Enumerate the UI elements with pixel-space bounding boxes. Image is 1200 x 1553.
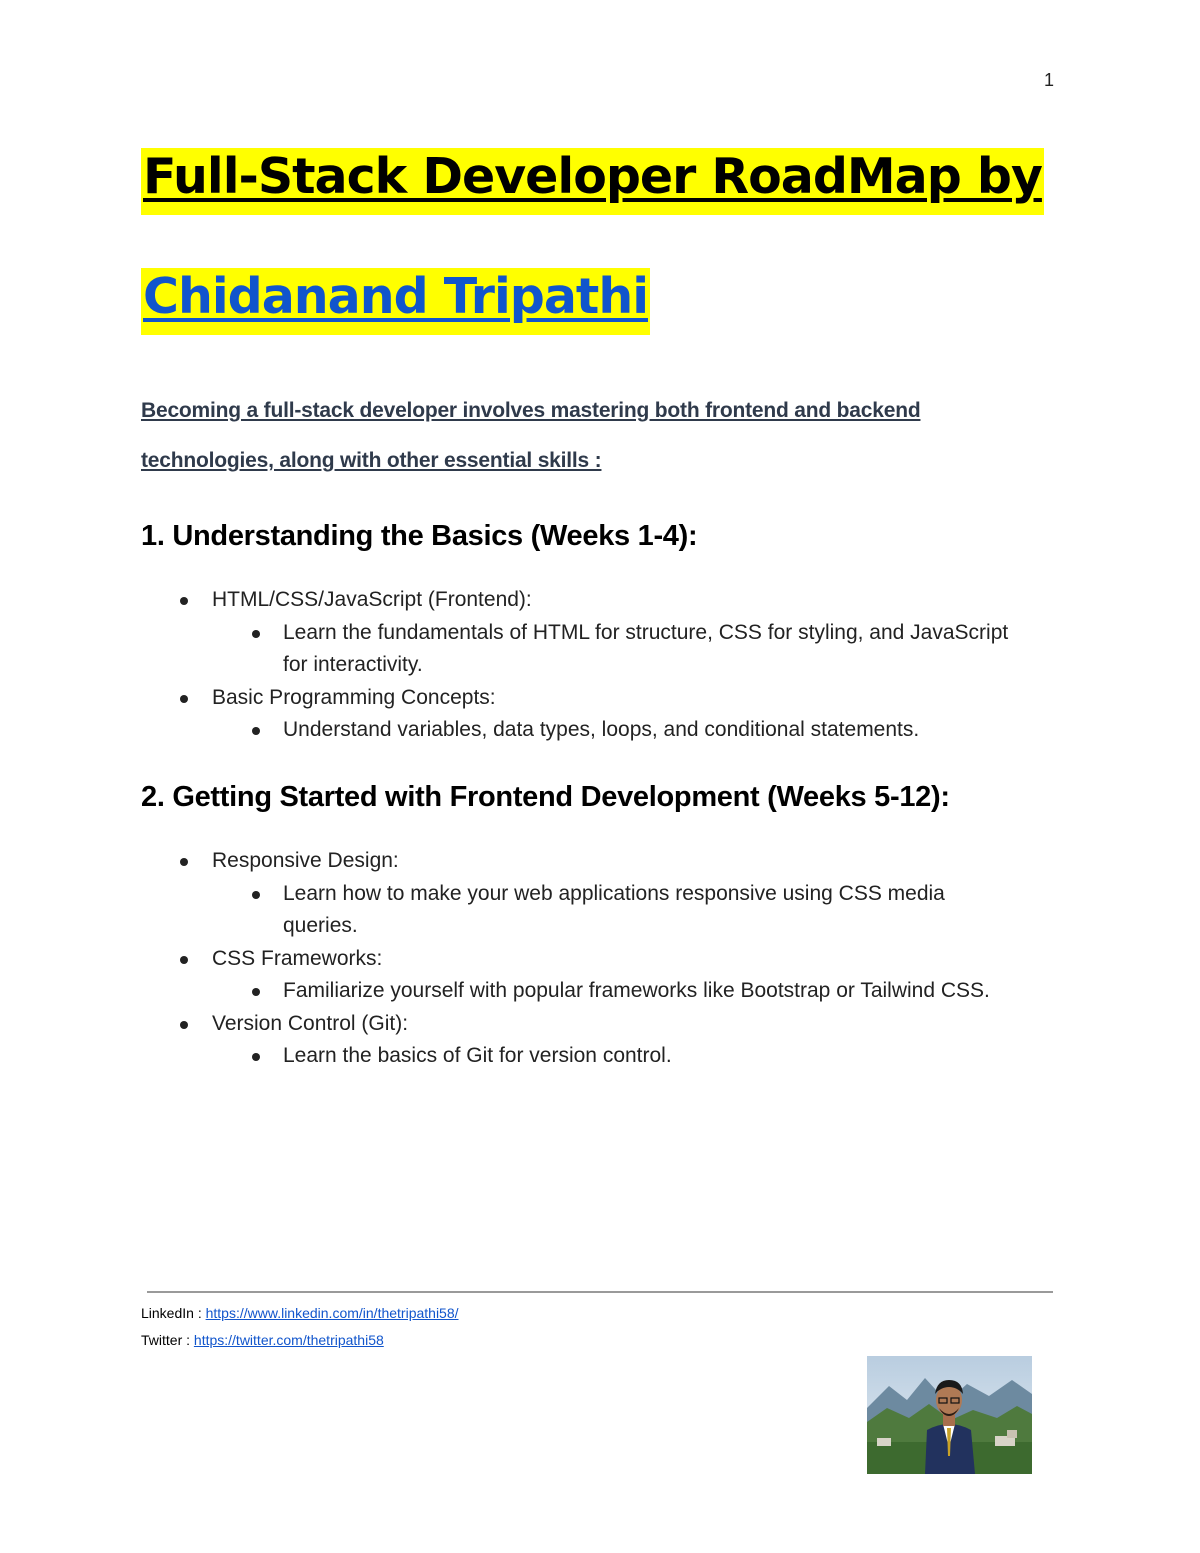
sub-list-item-text: Understand variables, data types, loops, and conditional statements. [283, 718, 920, 741]
page-number: 1 [1044, 70, 1055, 90]
bullet-icon [180, 956, 188, 964]
list-item-label: HTML/CSS/JavaScript (Frontend): [212, 588, 532, 611]
list-item [141, 943, 1041, 1008]
linkedin-label: LinkedIn : [141, 1305, 206, 1321]
list-item [141, 1008, 1041, 1073]
sub-list [212, 714, 1041, 747]
bullet-icon [180, 858, 188, 866]
section-heading-frontend: 2. Getting Started with Frontend Development (Weeks 5-12): [141, 781, 950, 813]
list-item-label: Responsive Design: [212, 849, 399, 872]
author-photo [867, 1356, 1032, 1474]
bullet-icon [252, 891, 260, 899]
bullet-icon [252, 1053, 260, 1061]
list-item-label: CSS Frameworks: [212, 946, 383, 970]
footer-linkedin [141, 1305, 459, 1321]
sub-list-item [212, 714, 1023, 747]
title-author-name[interactable]: Chidanand Tripathi [141, 268, 650, 335]
bullet-icon [252, 988, 260, 996]
section-heading-basics: 1. Understanding the Basics (Weeks 1-4): [141, 520, 698, 552]
sub-list [212, 617, 1041, 682]
sub-list-item-text: Learn how to make your web applications responsive using CSS media queries. [283, 881, 945, 937]
bullet-icon [180, 695, 188, 703]
bullet-icon [252, 630, 260, 638]
footer-twitter [141, 1332, 384, 1348]
list-item [141, 584, 1041, 682]
sub-list-item-text: Familiarize yourself with popular frameworks like Bootstrap or Tailwind CSS. [283, 979, 990, 1002]
sub-list-item [212, 878, 1023, 943]
linkedin-link[interactable]: https://www.linkedin.com/in/thetripathi58/ [205, 1305, 459, 1321]
twitter-label: Twitter : [141, 1332, 194, 1348]
bullet-icon [180, 1021, 188, 1029]
intro-paragraph: Becoming a full-stack developer involves mastering both frontend and backend technologies, along with other essential skills : [141, 399, 921, 472]
section-list-frontend [141, 845, 1041, 1073]
list-item-label: Basic Programming Concepts: [212, 685, 496, 709]
sub-list-item [212, 975, 1023, 1008]
sub-list [212, 878, 1041, 943]
sub-list-item-text: Learn the fundamentals of HTML for structure, CSS for styling, and JavaScript for interactivity. [283, 620, 1009, 676]
section-list-basics [141, 584, 1041, 747]
list-item [141, 682, 1041, 747]
list-item [141, 845, 1041, 943]
bullet-icon [252, 727, 260, 735]
sub-list-item-text: Learn the basics of Git for version control. [283, 1044, 672, 1067]
footer-divider [147, 1291, 1053, 1293]
title-line-1: Full-Stack Developer RoadMap by [141, 148, 1044, 215]
twitter-link[interactable]: https://twitter.com/thetripathi58 [193, 1332, 384, 1348]
sub-list [212, 975, 1041, 1008]
bullet-icon [180, 597, 188, 605]
sub-list-item [212, 617, 1023, 682]
sub-list-item [212, 1040, 1023, 1073]
sub-list [212, 1040, 1041, 1073]
list-item-label: Version Control (Git): [212, 1011, 409, 1035]
